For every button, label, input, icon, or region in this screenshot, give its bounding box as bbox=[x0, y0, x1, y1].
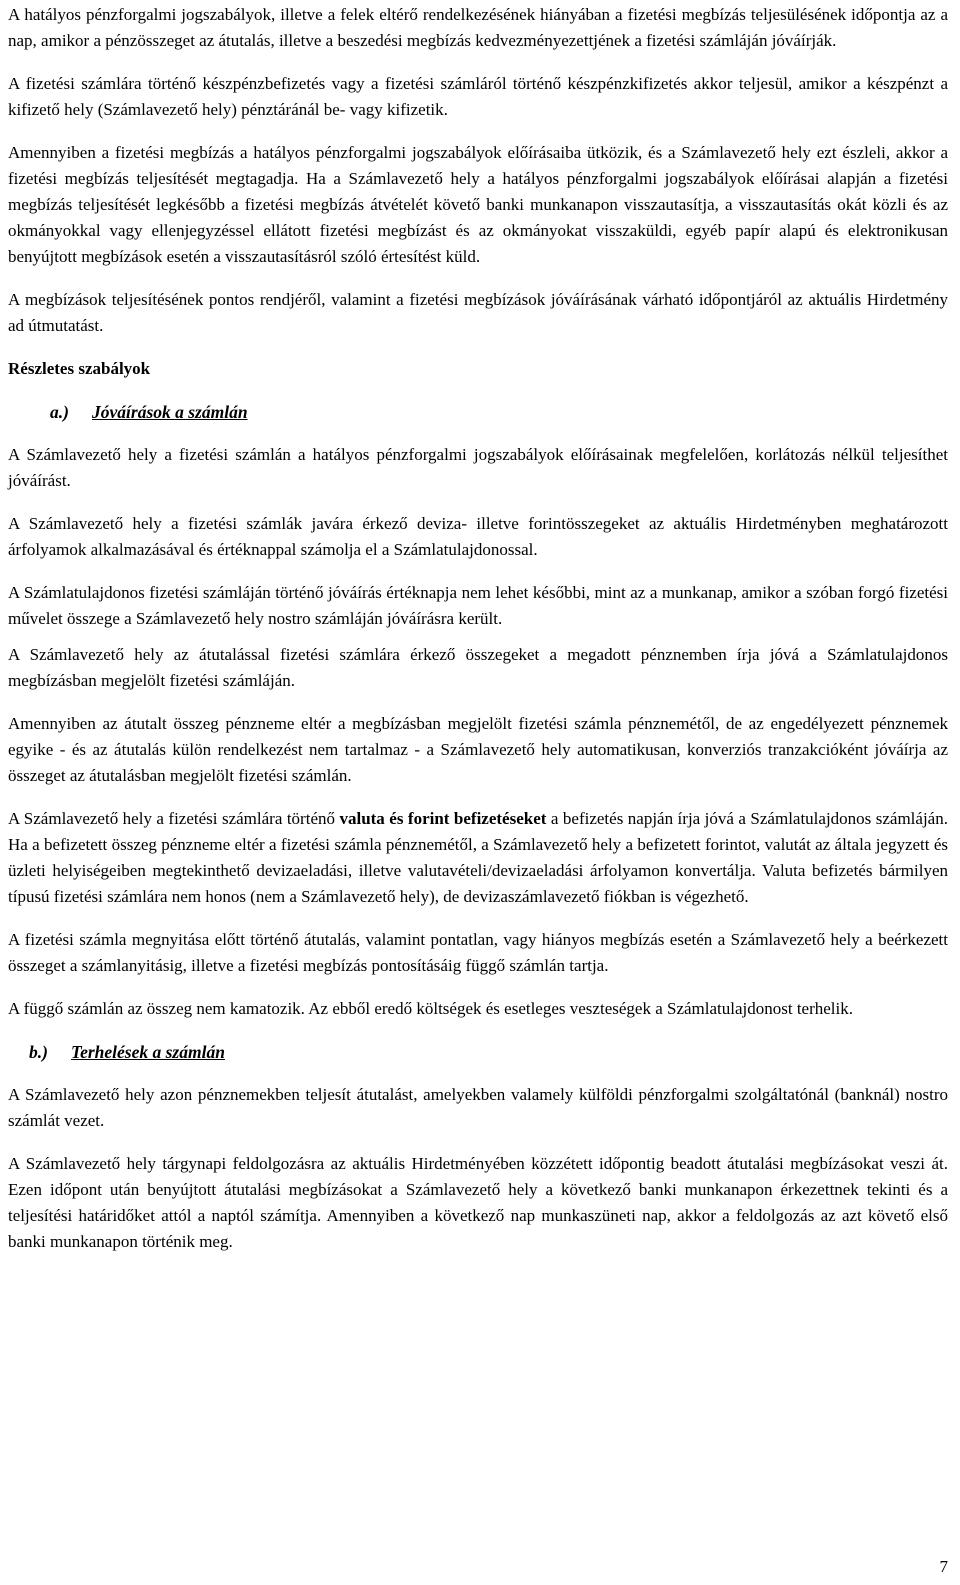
subsection-label: a.) bbox=[50, 402, 69, 422]
subsection-title: Jóváírások a számlán bbox=[92, 402, 248, 422]
document-page bbox=[8, 0, 948, 1255]
paragraph: A függő számlán az összeg nem kamatozik. Az ebből eredő költségek és esetleges veszteségek a Számlatulajdonost terhelik. bbox=[8, 999, 854, 1018]
paragraph: Amennyiben az átutalt összeg pénzneme eltér a megbízásban megjelölt fizetési számla pénznemétől, de az engedélyezett pénznemek egyike - és az átutalás külön rendelkezést nem tartalmaz - a Számlavezető hely automatikusan, konverziós tranzakcióként jóváírja az összeget az átutalásban megjelölt fizetési számlán. bbox=[8, 714, 948, 785]
subsection-label: b.) bbox=[29, 1042, 48, 1062]
paragraph: A Számlavezető hely a fizetési számlán a hatályos pénzforgalmi jogszabályok előírásainak megfelelően, korlátozás nélkül teljesíthet jóváírást. bbox=[8, 445, 948, 490]
section-heading: Részletes szabályok bbox=[8, 359, 151, 378]
subsection-heading-b bbox=[8, 1039, 948, 1065]
paragraph: Amennyiben a fizetési megbízás a hatályos pénzforgalmi jogszabályok előírásaiba ütközik, és a Számlavezető hely ezt észleli, akkor a fizetési megbízás teljesítését megtagadja. Ha a Számlavezető hely a hatályos pénzforgalmi jogszabályok előírásai alapján a fizetési megbízás teljesítését legkésőbb a fizetési megbízás átvételét követő banki munkanapon visszautasítja, a visszautasítás okát közli és az okmányokkal vagy ellenjegyzéssel ellátott fizetési megbízást és az okmányokat visszaküldi, egyéb papír alapú és elektronikusan benyújtott megbízások esetén a visszautasításról szóló értesítést küld. bbox=[8, 143, 948, 266]
page-number: 7 bbox=[939, 1557, 948, 1576]
paragraph bbox=[8, 806, 948, 910]
paragraph: A Számlavezető hely tárgynapi feldolgozásra az aktuális Hirdetményében közzétett időpontig beadott átutalási megbízásokat veszi át. Ezen időpont után benyújtott átutalási megbízásokat a Számlavezető hely a következő banki munkanapon érkezettnek tekinti és a teljesítési határidőket attól a naptól számítja. Amennyiben a következő nap munkaszüneti nap, akkor a feldolgozás az azt követő első banki munkanapon történik meg. bbox=[8, 1154, 948, 1251]
bold-text: valuta és forint befizetéseket bbox=[339, 809, 547, 828]
text-run: A Számlavezető hely a fizetési számlára történő bbox=[8, 809, 340, 828]
subsection-title: Terhelések a számlán bbox=[71, 1042, 225, 1062]
paragraph: A fizetési számla megnyitása előtt történő átutalás, valamint pontatlan, vagy hiányos megbízás esetén a Számlavezető hely a beérkezett összeget a számlanyitásig, illetve a fizetési megbízás pontosításáig függő számlán tartja. bbox=[8, 930, 948, 975]
paragraph: A hatályos pénzforgalmi jogszabályok, illetve a felek eltérő rendelkezésének hiányában a fizetési megbízás teljesülésének időpontja az a nap, amikor a pénzösszeget az átutalás, illetve a beszedési megbízás kedvezményezettjének a fizetési számláján jóváírják. bbox=[8, 5, 948, 50]
paragraph: A megbízások teljesítésének pontos rendjéről, valamint a fizetési megbízások jóváírásának várható időpontjáról az aktuális Hirdetmény ad útmutatást. bbox=[8, 290, 948, 335]
text-run: a befizetés napján írja jóvá a Számlatulajdonos számláján. Ha a befizetett összeg pénzneme eltér a fizetési számla pénznemétől, a Számlavezető hely a befizetett forintot, valutát az általa jegyzett és üzleti helyiségeiben megtekinthető devizaeladási, illetve valutavételi/devizaeladási árfolyamon konvertálja. Valuta befizetés bármilyen típusú fizetési számlára nem honos (nem a Számlavezető hely), de devizaszámlavezető fiókban is végezhető. bbox=[8, 809, 948, 906]
paragraph: A fizetési számlára történő készpénzbefizetés vagy a fizetési számláról történő készpénzkifizetés akkor teljesül, amikor a készpénzt a kifizető hely (Számlavezető hely) pénztáránál be- vagy kifizetik. bbox=[8, 74, 948, 119]
paragraph: A Számlavezető hely azon pénznemekben teljesít átutalást, amelyekben valamely külföldi pénzforgalmi szolgáltatónál (banknál) nostro számlát vezet. bbox=[8, 1085, 948, 1130]
paragraph: A Számlavezető hely a fizetési számlák javára érkező deviza- illetve forintösszegeket az aktuális Hirdetményben meghatározott árfolyamok alkalmazásával és értéknappal számolja el a Számlatulajdonossal. bbox=[8, 514, 948, 559]
subsection-heading-a bbox=[8, 399, 948, 425]
paragraph: A Számlavezető hely az átutalással fizetési számlára érkező összegeket a megadott pénznemben írja jóvá a Számlatulajdonos megbízásban megjelölt fizetési számláján. bbox=[8, 645, 948, 690]
paragraph: A Számlatulajdonos fizetési számláján történő jóváírás értéknapja nem lehet későbbi, mint az a munkanap, amikor a szóban forgó fizetési művelet összege a Számlavezető hely nostro számláján jóváírásra került. bbox=[8, 583, 948, 628]
